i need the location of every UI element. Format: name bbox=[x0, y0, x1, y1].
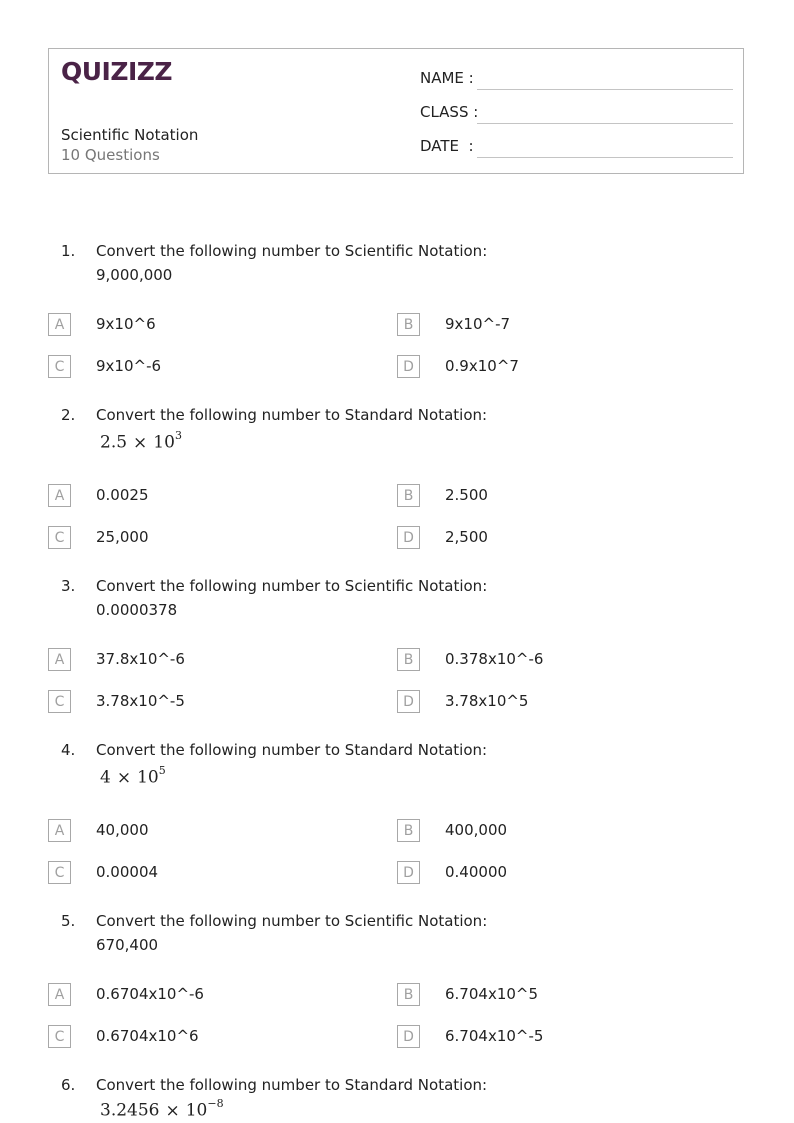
question-number: 1. bbox=[61, 242, 76, 260]
math-expression bbox=[100, 1099, 224, 1121]
math-base: 2.5 bbox=[100, 432, 128, 453]
option-box-c[interactable]: C bbox=[48, 526, 71, 549]
option-text-b: 0.378x10^-6 bbox=[445, 650, 544, 668]
math-base: 3.2456 bbox=[100, 1100, 160, 1121]
question-text: Convert the following number to Standard Notation: bbox=[96, 406, 488, 424]
math-expression bbox=[100, 766, 166, 788]
option-text-a: 40,000 bbox=[96, 821, 149, 839]
option-text-a: 37.8x10^-6 bbox=[96, 650, 185, 668]
option-box-b[interactable]: B bbox=[397, 313, 420, 336]
times-symbol: × bbox=[165, 1100, 180, 1121]
worksheet-title: Scientific Notation bbox=[61, 126, 199, 144]
math-expression bbox=[100, 431, 182, 453]
date-label: DATE : bbox=[420, 137, 474, 155]
question-value: 0.0000378 bbox=[96, 601, 178, 619]
option-box-a[interactable]: A bbox=[48, 983, 71, 1006]
math-exponent: 5 bbox=[158, 764, 166, 777]
option-text-d: 0.40000 bbox=[445, 863, 508, 881]
math-ten: 10 bbox=[185, 1100, 208, 1121]
question-text: Convert the following number to Scientific Notation: bbox=[96, 242, 488, 260]
option-box-b[interactable]: B bbox=[397, 648, 420, 671]
class-label: CLASS : bbox=[420, 103, 479, 121]
option-text-a: 0.0025 bbox=[96, 486, 149, 504]
option-text-c: 0.00004 bbox=[96, 863, 159, 881]
option-text-c: 3.78x10^-5 bbox=[96, 692, 185, 710]
quizizz-logo: QUIZIZZ bbox=[61, 57, 173, 86]
option-text-c: 9x10^-6 bbox=[96, 357, 162, 375]
worksheet-header bbox=[48, 48, 744, 174]
option-text-d: 0.9x10^7 bbox=[445, 357, 519, 375]
option-box-c[interactable]: C bbox=[48, 355, 71, 378]
question-number: 2. bbox=[61, 406, 76, 424]
option-box-a[interactable]: A bbox=[48, 313, 71, 336]
math-ten: 10 bbox=[153, 432, 175, 453]
question-count: 10 Questions bbox=[61, 146, 160, 164]
question-value: 9,000,000 bbox=[96, 266, 173, 284]
math-exponent: 3 bbox=[174, 429, 182, 442]
name-label: NAME : bbox=[420, 69, 474, 87]
option-box-c[interactable]: C bbox=[48, 861, 71, 884]
question-number: 3. bbox=[61, 577, 76, 595]
option-box-a[interactable]: A bbox=[48, 484, 71, 507]
option-text-a: 0.6704x10^-6 bbox=[96, 985, 204, 1003]
math-exponent: −8 bbox=[207, 1097, 224, 1110]
option-box-a[interactable]: A bbox=[48, 819, 71, 842]
option-box-d[interactable]: D bbox=[397, 526, 420, 549]
option-text-b: 9x10^-7 bbox=[445, 315, 511, 333]
option-box-d[interactable]: D bbox=[397, 861, 420, 884]
option-text-b: 2.500 bbox=[445, 486, 488, 504]
class-line bbox=[477, 123, 733, 124]
option-text-c: 25,000 bbox=[96, 528, 149, 546]
question-number: 4. bbox=[61, 741, 76, 759]
option-box-d[interactable]: D bbox=[397, 1025, 420, 1048]
date-line bbox=[477, 157, 733, 158]
question-number: 5. bbox=[61, 912, 76, 930]
option-box-c[interactable]: C bbox=[48, 690, 71, 713]
question-text: Convert the following number to Scientific Notation: bbox=[96, 577, 488, 595]
option-box-c[interactable]: C bbox=[48, 1025, 71, 1048]
times-symbol: × bbox=[116, 767, 132, 788]
option-text-d: 2,500 bbox=[445, 528, 488, 546]
option-box-b[interactable]: B bbox=[397, 819, 420, 842]
question-text: Convert the following number to Standard Notation: bbox=[96, 1076, 488, 1094]
times-symbol: × bbox=[133, 432, 148, 453]
option-box-a[interactable]: A bbox=[48, 648, 71, 671]
option-text-d: 6.704x10^-5 bbox=[445, 1027, 544, 1045]
math-ten: 10 bbox=[137, 767, 159, 788]
option-box-b[interactable]: B bbox=[397, 484, 420, 507]
option-text-b: 6.704x10^5 bbox=[445, 985, 539, 1003]
name-line bbox=[477, 89, 733, 90]
option-box-d[interactable]: D bbox=[397, 690, 420, 713]
option-text-b: 400,000 bbox=[445, 821, 508, 839]
option-text-a: 9x10^6 bbox=[96, 315, 156, 333]
math-base: 4 bbox=[100, 767, 111, 788]
option-box-b[interactable]: B bbox=[397, 983, 420, 1006]
option-text-c: 0.6704x10^6 bbox=[96, 1027, 199, 1045]
question-value: 670,400 bbox=[96, 936, 159, 954]
option-text-d: 3.78x10^5 bbox=[445, 692, 529, 710]
question-text: Convert the following number to Standard Notation: bbox=[96, 741, 488, 759]
question-number: 6. bbox=[61, 1076, 76, 1094]
question-text: Convert the following number to Scientific Notation: bbox=[96, 912, 488, 930]
option-box-d[interactable]: D bbox=[397, 355, 420, 378]
